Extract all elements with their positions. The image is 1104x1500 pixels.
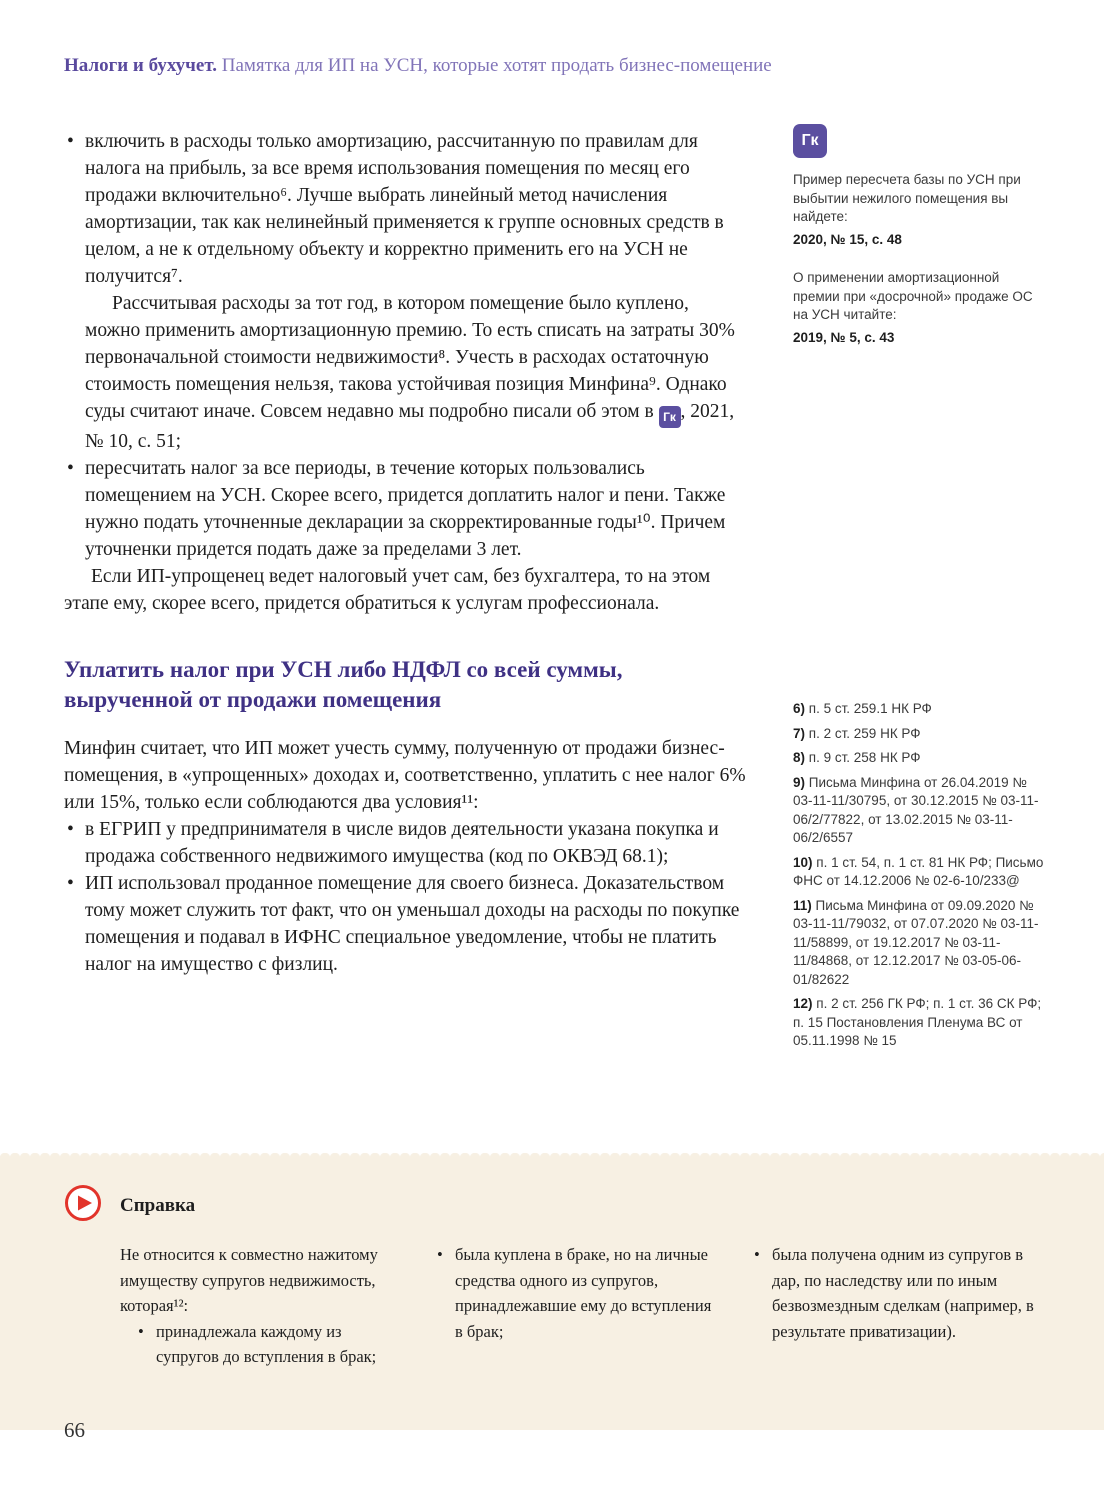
list-item: • была куплена в браке, но на личные средства одного из супругов, принадлежавшие ему до вступления в брак;: [437, 1242, 722, 1344]
list-item: [64, 455, 746, 563]
paragraph: • в ЕГРИП у предпринимателя в числе видов деятельности указана покупка и продажа собственного недвижимого имущества (код по ОКВЭД 68.1);: [85, 819, 719, 867]
footnote: [793, 749, 1045, 768]
list-item: [64, 816, 746, 870]
section-heading: Уплатить налог при УСН либо НДФЛ со всей суммы, вырученной от продажи помещения: [64, 657, 623, 712]
page-header: [64, 54, 1024, 78]
paragraph: • ИП использовал проданное помещение для своего бизнеса. Доказательством тому может служить тот факт, что он уменьшал доходы на расходы по покупке помещения и подавал в ИФНС специальное уведомление, чтобы не платить налог на имущество с физлиц.: [85, 873, 740, 975]
reference-box-header: [64, 1184, 195, 1227]
footnote: [793, 700, 1045, 719]
issue-reference: 2019, № 5, с. 43: [793, 329, 895, 345]
footnote-text: п. 2 ст. 256 ГК РФ; п. 1 ст. 36 СК РФ; п. 15 Постановления Пленума ВС от 05.11.1998 № 15: [793, 996, 1042, 1048]
footnote: [793, 725, 1045, 744]
page-number: 66: [64, 1418, 85, 1442]
reference-column: [754, 1242, 1039, 1370]
footnote-text: п. 5 ст. 259.1 НК РФ: [808, 701, 932, 716]
article-subtitle: Памятка для ИП на УСН, которые хотят продать бизнес-помещение: [216, 55, 772, 76]
footnote-number: 8): [793, 750, 806, 765]
paragraph: • пересчитать налог за все периоды, в течение которых пользовались помещением на УСН. Скорее всего, придется доплатить налог и пени. Также нужно подать уточненные декларации за скорректированные годы¹⁰. Причем уточненки придется подать даже за пределами 3 лет.: [85, 458, 726, 560]
play-icon: [64, 1184, 102, 1227]
margin-notes: [793, 124, 1045, 367]
paragraph: Если ИП-упрощенец ведет налоговый учет сам, без бухгалтера, то на этом этапе ему, скорее всего, придется обратиться к услугам профессионала.: [64, 566, 711, 614]
footnote: [793, 897, 1045, 990]
list-item: [64, 128, 746, 455]
reference-box-title: Справка: [120, 1194, 196, 1216]
paragraph-text: Рассчитывая расходы за тот год, в котором помещение было куплено, можно применить амортизационную премию. То есть списать на затраты 30% первоначальной стоимости недвижимости⁸. Учесть в расходах остаточную стоимость помещения нельзя, такова устойчивая позиция Минфина⁹. Однако суды считают иначе. Совсем недавно мы подробно писали об этом в: [85, 293, 735, 422]
paragraph: Не относится к совместно нажитому имуществу супругов недвижимость, которая¹²:: [120, 1245, 378, 1315]
bullet-list: [437, 1242, 722, 1344]
paragraph-text: , 2021, № 10, с. 51;: [85, 401, 735, 452]
footnote-number: 10): [793, 854, 813, 870]
list-item: • была получена одним из супругов в дар, по наследству или по иным безвозмездным сделкам (например, в результате приватизации).: [754, 1242, 1039, 1344]
bullet-list-top: [64, 128, 746, 563]
gk-magazine-icon: Гк: [793, 124, 827, 158]
bullet-list: [754, 1242, 1039, 1344]
footnote-number: 12): [793, 996, 813, 1011]
list-item: • принадлежала каждому из супругов до вступления в брак;: [138, 1319, 405, 1370]
gk-magazine-icon: Гк: [659, 406, 681, 428]
bullet-list: [138, 1319, 405, 1370]
footnote-number: 6): [793, 701, 806, 716]
reference-box: [0, 1158, 1104, 1430]
margin-note: Пример пересчета базы по УСН при выбытии нежилого помещения вы найдете:: [793, 172, 1021, 224]
footnote-text: п. 2 ст. 259 НК РФ: [808, 725, 921, 741]
footnote-text: Письма Минфина от 26.04.2019 № 03-11-11/30795, от 30.12.2015 № 03-11-06/2/77822, от 13.02.2015 № 03-11-06/2/6557: [793, 774, 1039, 845]
footnotes-column: [793, 700, 1045, 1057]
footnote: [793, 995, 1045, 1051]
footnote: [793, 854, 1045, 891]
reference-columns: [120, 1242, 1070, 1370]
reference-column: [120, 1242, 405, 1370]
bullet-list-conditions: [64, 816, 746, 978]
footnote-number: 11): [793, 897, 812, 913]
rubric-title: Налоги и бухучет.: [64, 55, 217, 76]
footnote-text: п. 9 ст. 258 НК РФ: [808, 750, 921, 765]
issue-reference: 2020, № 15, с. 48: [793, 231, 902, 247]
footnote-number: 7): [793, 725, 806, 741]
footnote: [793, 774, 1045, 848]
footnote-text: Письма Минфина от 09.09.2020 № 03-11-11/79032, от 07.07.2020 № 03-11-11/58899, от 19.12.2017 № 03-11-11/84868, от 12.12.2017 № 03-05-06-01/82622: [793, 897, 1039, 987]
main-text-column: [64, 128, 746, 978]
margin-note: О применении амортизационной премии при «досрочной» продаже ОС на УСН читайте:: [793, 270, 1033, 322]
paragraph: • включить в расходы только амортизацию, рассчитанную по правилам для налога на прибыль, за все время использования помещения по месяц его продажи включительно⁶. Лучше выбрать линейный метод начисления амортизации, так как нелинейный применяется к группе основных средств в целом, а не к отдельному объекту и корректно применить его на УСН не получится⁷.: [85, 131, 724, 287]
paragraph: [85, 290, 746, 455]
paragraph: Минфин считает, что ИП может учесть сумму, полученную от продажи бизнес-помещения, в «упрощенных» доходах и, соответственно, уплатить с нее налог 6% или 15%, только если соблюдаются два условия¹¹:: [64, 738, 746, 813]
reference-column: [437, 1242, 722, 1370]
footnote-number: 9): [793, 774, 806, 790]
list-item: [64, 870, 746, 978]
footnote-text: п. 1 ст. 54, п. 1 ст. 81 НК РФ; Письмо ФНС от 14.12.2006 № 02-6-10/233@: [793, 854, 1044, 888]
